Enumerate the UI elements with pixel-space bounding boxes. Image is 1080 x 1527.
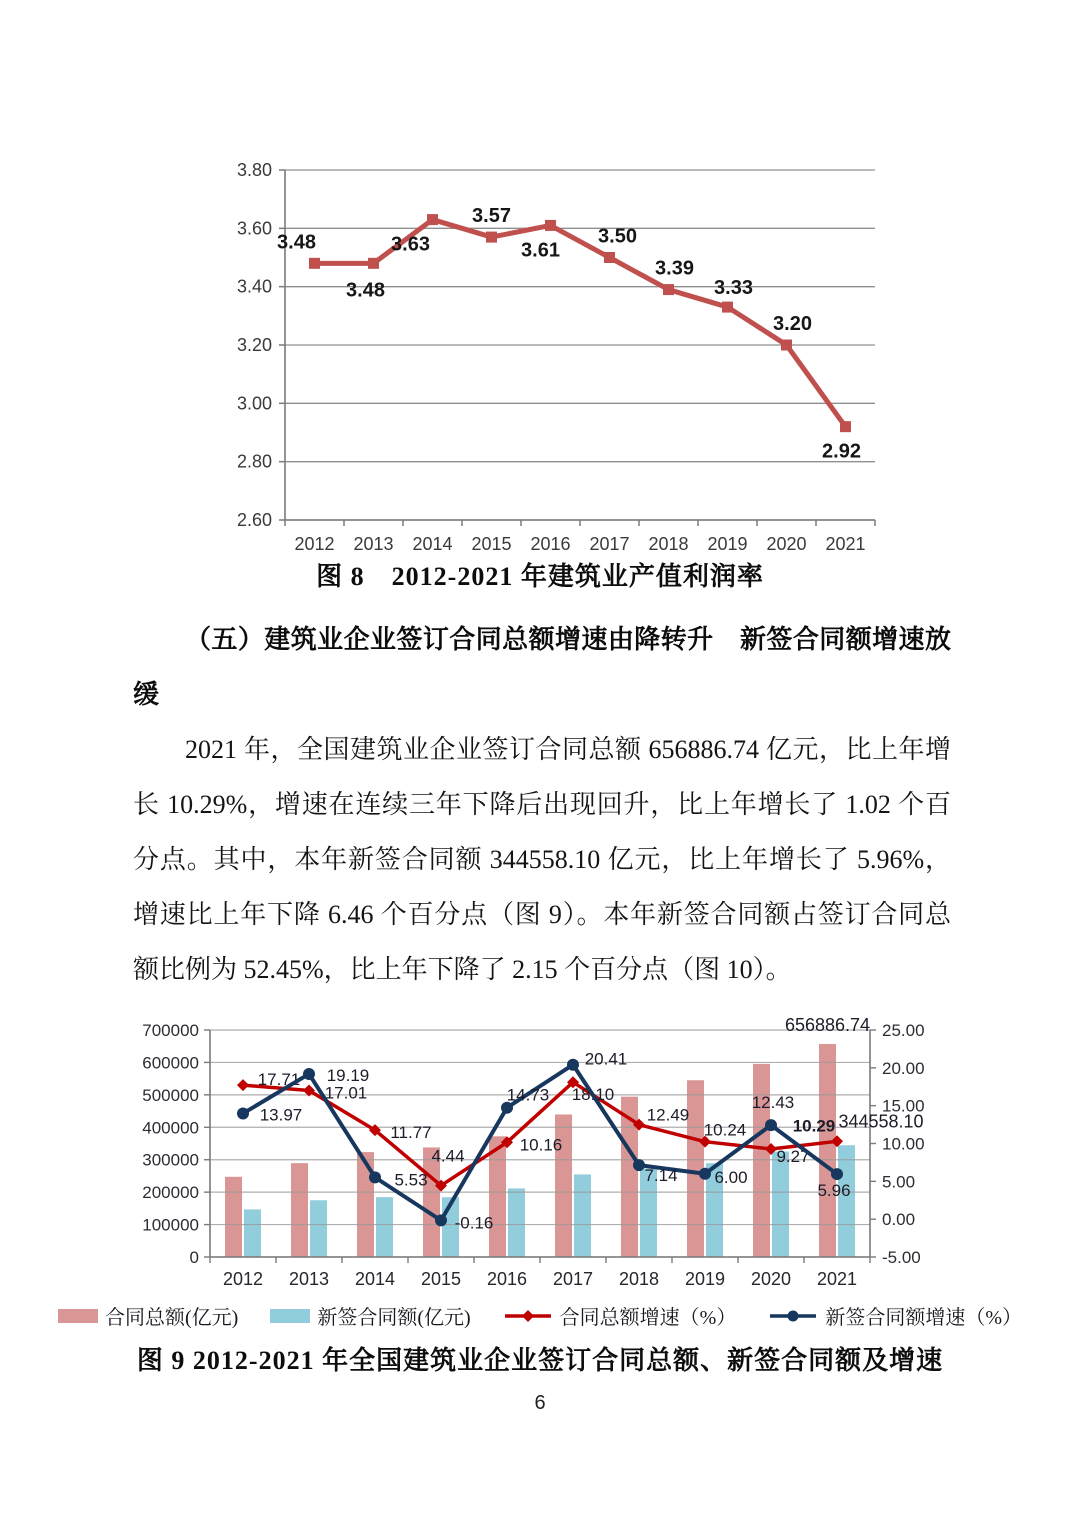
svg-text:2018: 2018 bbox=[618, 1269, 660, 1289]
svg-text:2020: 2020 bbox=[750, 1269, 792, 1289]
svg-text:2013: 2013 bbox=[288, 1269, 330, 1289]
svg-text:600000: 600000 bbox=[142, 1053, 199, 1073]
svg-text:3.63: 3.63 bbox=[391, 233, 430, 256]
svg-text:300000: 300000 bbox=[142, 1150, 199, 1170]
legend-label: 合同总额(亿元) bbox=[105, 1307, 239, 1329]
svg-text:2017: 2017 bbox=[589, 534, 630, 554]
svg-text:2.60: 2.60 bbox=[236, 510, 272, 530]
svg-text:6.00: 6.00 bbox=[714, 1167, 748, 1187]
legend-item bbox=[768, 1301, 1022, 1330]
svg-text:10.16: 10.16 bbox=[519, 1135, 563, 1155]
svg-text:2016: 2016 bbox=[486, 1269, 528, 1289]
legend-item bbox=[270, 1301, 470, 1330]
svg-text:100000: 100000 bbox=[142, 1215, 199, 1235]
svg-text:2013: 2013 bbox=[353, 534, 394, 554]
svg-text:17.01: 17.01 bbox=[324, 1083, 368, 1103]
svg-text:3.60: 3.60 bbox=[236, 218, 272, 239]
svg-text:18.10: 18.10 bbox=[571, 1085, 615, 1105]
svg-text:3.20: 3.20 bbox=[236, 335, 272, 355]
svg-text:12.43: 12.43 bbox=[751, 1093, 795, 1113]
svg-text:14.73: 14.73 bbox=[506, 1085, 550, 1105]
svg-text:3.48: 3.48 bbox=[277, 231, 316, 254]
svg-text:5.96: 5.96 bbox=[817, 1181, 851, 1201]
body-paragraph: 2021 年，全国建筑业企业签订合同总额 656886.74 亿元，比上年增长 10.29%，增速在连续三年下降后出现回升，比上年增长了 1.02 个百分点。其中，本年新签合同额 344558.10 亿元，比上年增长了 5.96%，增速比上年下降 6.46 个百分点（图 9）。本年新签合同额占签订合同总额比例为 52.45%，比上年下降了 2.15 个百分点（图 10）。 bbox=[133, 735, 951, 984]
svg-text:0.00: 0.00 bbox=[882, 1210, 916, 1230]
svg-text:400000: 400000 bbox=[142, 1118, 199, 1138]
svg-text:3.33: 3.33 bbox=[714, 277, 753, 300]
contract-combo-chart bbox=[0, 1015, 1080, 1300]
legend-label: 新签合同额增速（%） bbox=[825, 1307, 1022, 1329]
svg-text:3.39: 3.39 bbox=[655, 257, 694, 280]
page-number: 6 bbox=[534, 1392, 546, 1414]
svg-text:0: 0 bbox=[189, 1248, 199, 1267]
svg-text:-0.16: -0.16 bbox=[454, 1213, 494, 1233]
svg-text:10.24: 10.24 bbox=[703, 1120, 747, 1140]
svg-text:2012: 2012 bbox=[294, 534, 335, 554]
bar-annotation: 656886.74 bbox=[784, 1015, 871, 1035]
svg-text:5.00: 5.00 bbox=[882, 1172, 916, 1192]
series-profit-rate bbox=[277, 205, 861, 463]
svg-text:2015: 2015 bbox=[420, 1269, 462, 1289]
svg-text:2014: 2014 bbox=[412, 534, 453, 554]
svg-text:3.48: 3.48 bbox=[346, 279, 385, 302]
svg-text:4.44: 4.44 bbox=[431, 1146, 465, 1166]
legend-bar-swatch-icon bbox=[58, 1309, 98, 1323]
svg-text:2014: 2014 bbox=[354, 1269, 396, 1289]
svg-text:10.00: 10.00 bbox=[882, 1134, 925, 1154]
svg-text:2018: 2018 bbox=[648, 534, 689, 554]
svg-text:15.00: 15.00 bbox=[882, 1096, 925, 1116]
svg-text:10.29: 10.29 bbox=[792, 1116, 836, 1136]
legend-line-swatch-icon bbox=[768, 1308, 818, 1324]
profit-rate-line-chart bbox=[0, 150, 1080, 560]
svg-text:25.00: 25.00 bbox=[882, 1021, 925, 1040]
svg-text:-5.00: -5.00 bbox=[882, 1248, 921, 1267]
figure-8-caption: 图 8 2012-2021 年建筑业产值利润率 bbox=[316, 562, 764, 591]
svg-text:17.71: 17.71 bbox=[257, 1070, 301, 1090]
svg-text:2.92: 2.92 bbox=[822, 440, 861, 463]
svg-text:3.80: 3.80 bbox=[236, 160, 272, 180]
chart-legend bbox=[0, 1301, 1080, 1330]
section-heading: （五）建筑业企业签订合同总额增速由降转升 新签合同额增速放缓 bbox=[133, 625, 951, 709]
legend-line-swatch-icon bbox=[503, 1308, 553, 1324]
svg-text:2017: 2017 bbox=[552, 1269, 594, 1289]
svg-text:2012: 2012 bbox=[222, 1269, 264, 1289]
svg-text:3.00: 3.00 bbox=[236, 393, 272, 414]
svg-text:2021: 2021 bbox=[816, 1269, 858, 1289]
svg-text:2019: 2019 bbox=[684, 1269, 726, 1289]
svg-text:2.80: 2.80 bbox=[236, 451, 272, 472]
svg-text:700000: 700000 bbox=[142, 1021, 199, 1040]
bar-annotation: 344558.10 bbox=[838, 1111, 924, 1132]
svg-text:2015: 2015 bbox=[471, 534, 512, 554]
svg-text:500000: 500000 bbox=[142, 1085, 199, 1105]
svg-text:5.53: 5.53 bbox=[394, 1170, 428, 1190]
legend-bar-swatch-icon bbox=[270, 1309, 310, 1323]
svg-text:2021: 2021 bbox=[825, 534, 866, 554]
svg-text:2020: 2020 bbox=[766, 534, 807, 554]
figure-9-caption: 图 9 2012-2021 年全国建筑业企业签订合同总额、新签合同额及增速 bbox=[136, 1346, 944, 1375]
legend-label: 新签合同额(亿元) bbox=[317, 1307, 471, 1329]
svg-text:12.49: 12.49 bbox=[646, 1105, 690, 1125]
legend-item bbox=[503, 1301, 737, 1330]
svg-text:20.00: 20.00 bbox=[882, 1058, 925, 1078]
svg-text:3.20: 3.20 bbox=[773, 313, 812, 335]
svg-text:3.50: 3.50 bbox=[598, 225, 637, 248]
svg-text:20.41: 20.41 bbox=[584, 1049, 628, 1069]
svg-text:11.77: 11.77 bbox=[390, 1123, 432, 1143]
legend-item bbox=[58, 1301, 238, 1330]
svg-text:2016: 2016 bbox=[530, 534, 571, 554]
legend-label: 合同总额增速（%） bbox=[559, 1307, 737, 1329]
svg-text:3.40: 3.40 bbox=[236, 276, 272, 297]
svg-text:19.19: 19.19 bbox=[326, 1065, 370, 1085]
svg-text:13.97: 13.97 bbox=[259, 1105, 303, 1125]
svg-text:3.61: 3.61 bbox=[521, 239, 560, 262]
svg-text:9.27: 9.27 bbox=[776, 1147, 810, 1167]
svg-text:200000: 200000 bbox=[142, 1183, 199, 1203]
svg-text:7.14: 7.14 bbox=[644, 1166, 678, 1186]
svg-text:3.57: 3.57 bbox=[472, 205, 511, 228]
svg-text:2019: 2019 bbox=[707, 534, 748, 554]
